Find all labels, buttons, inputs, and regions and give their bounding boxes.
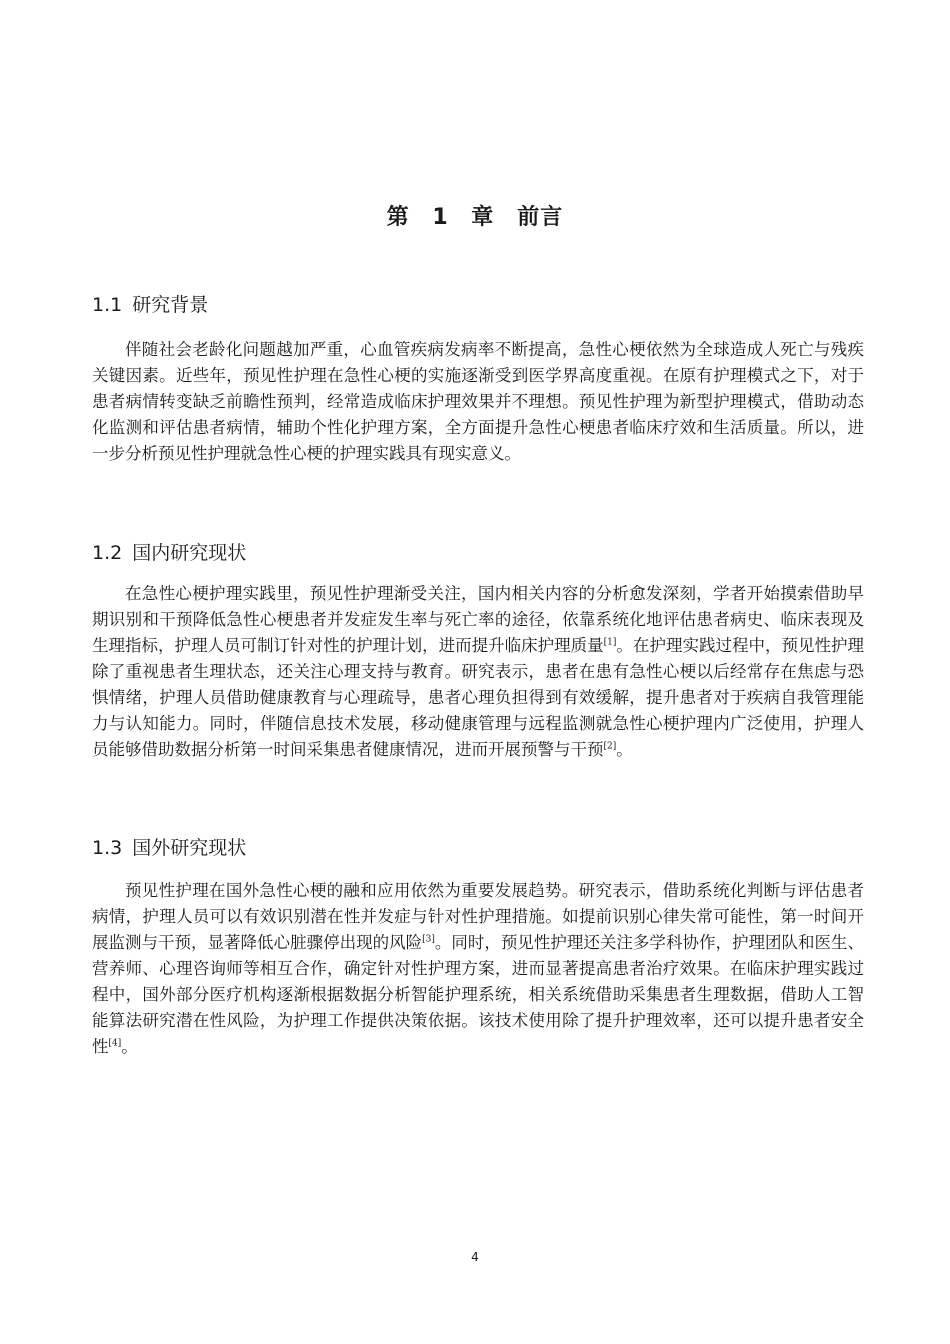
section-number: 1.1 xyxy=(92,294,123,316)
chapter-title: 第 1 章 前言 xyxy=(386,205,564,230)
citation-2: [2] xyxy=(603,741,617,752)
section-number: 1.2 xyxy=(92,542,123,564)
citation-4: [4] xyxy=(108,1038,122,1049)
paragraph-text: 。同时，预见性护理还关注多学科协作，护理团队和医生、营养师、心理咨询师等相互合作，确定针对性护理方案，进而显著提高患者治疗效果。在临床护理实践过程中，国外部分医疗机构逐渐根据数据分析智能护理系统，相关系统借助采集患者生理数据，借助人工智能算法研究潜在性风险，为护理工作提供决策依据。该技术使用除了提升护理效率，还可以提升患者安全性 xyxy=(92,933,865,1056)
paragraph-text: 。 xyxy=(616,740,633,759)
paragraph-text: 在急性心梗护理实践里，预见性护理渐受关注，国内相关内容的分析愈发深刻，学者开始摸索借助早期识别和干预降低急性心梗患者并发症发生率与死亡率的途径，依靠系统化地评估患者病史、临床表现及生理指标，护理人员可制订针对性的护理计划，进而提升临床护理质量 xyxy=(92,584,864,655)
section-number: 1.3 xyxy=(92,837,123,859)
section-heading-1-2 xyxy=(92,538,246,565)
section-title: 国内研究现状 xyxy=(132,542,247,564)
paragraph-text: 。在护理实践过程中，预见性护理除了重视患者生理状态，还关注心理支持与教育。研究表示，患者在患有急性心梗以后经常存在焦虑与恐惧情绪，护理人员借助健康教育与心理疏导，患者心理负担得到有效缓解，提升患者对于疾病自我管理能力与认知能力。同时，伴随信息技术发展，移动健康管理与远程监测就急性心梗护理内广泛使用，护理人员能够借助数据分析第一时间采集患者健康情况，进而开展预警与干预 xyxy=(92,636,865,759)
paragraph-1-1: 伴随社会老龄化问题越加严重，心血管疾病发病率不断提高，急性心梗依然为全球造成人死亡与残疾关键因素。近些年，预见性护理在急性心梗的实施逐渐受到医学界高度重视。在原有护理模式之下，对于患者病情转变缺乏前瞻性预判，经常造成临床护理效果并不理想。预见性护理为新型护理模式，借助动态化监测和评估患者病情，辅助个性化护理方案，全方面提升急性心梗患者临床疗效和生活质量。所以，进一步分析预见性护理就急性心梗的护理实践具有现实意义。 xyxy=(92,340,864,463)
section-title: 国外研究现状 xyxy=(132,837,247,859)
paragraph-1-2 xyxy=(92,581,864,763)
section-heading-1-3 xyxy=(92,833,246,860)
section-heading-1-1 xyxy=(92,290,208,317)
citation-1: [1] xyxy=(603,637,617,648)
paragraph-text: 预见性护理在国外急性心梗的融和应用依然为重要发展趋势。研究表示，借助系统化判断与评估患者病情，护理人员可以有效识别潜在性并发症与针对性护理措施。如提前识别心律失常可能性，第一时间开展监测与干预，显著降低心脏骤停出现的风险 xyxy=(92,881,864,952)
paragraph-text: 。 xyxy=(121,1037,138,1056)
citation-3: [3] xyxy=(422,934,435,945)
paragraph-1-3 xyxy=(92,878,864,1060)
page-number: 4 xyxy=(471,1250,479,1264)
section-title: 研究背景 xyxy=(132,294,209,316)
